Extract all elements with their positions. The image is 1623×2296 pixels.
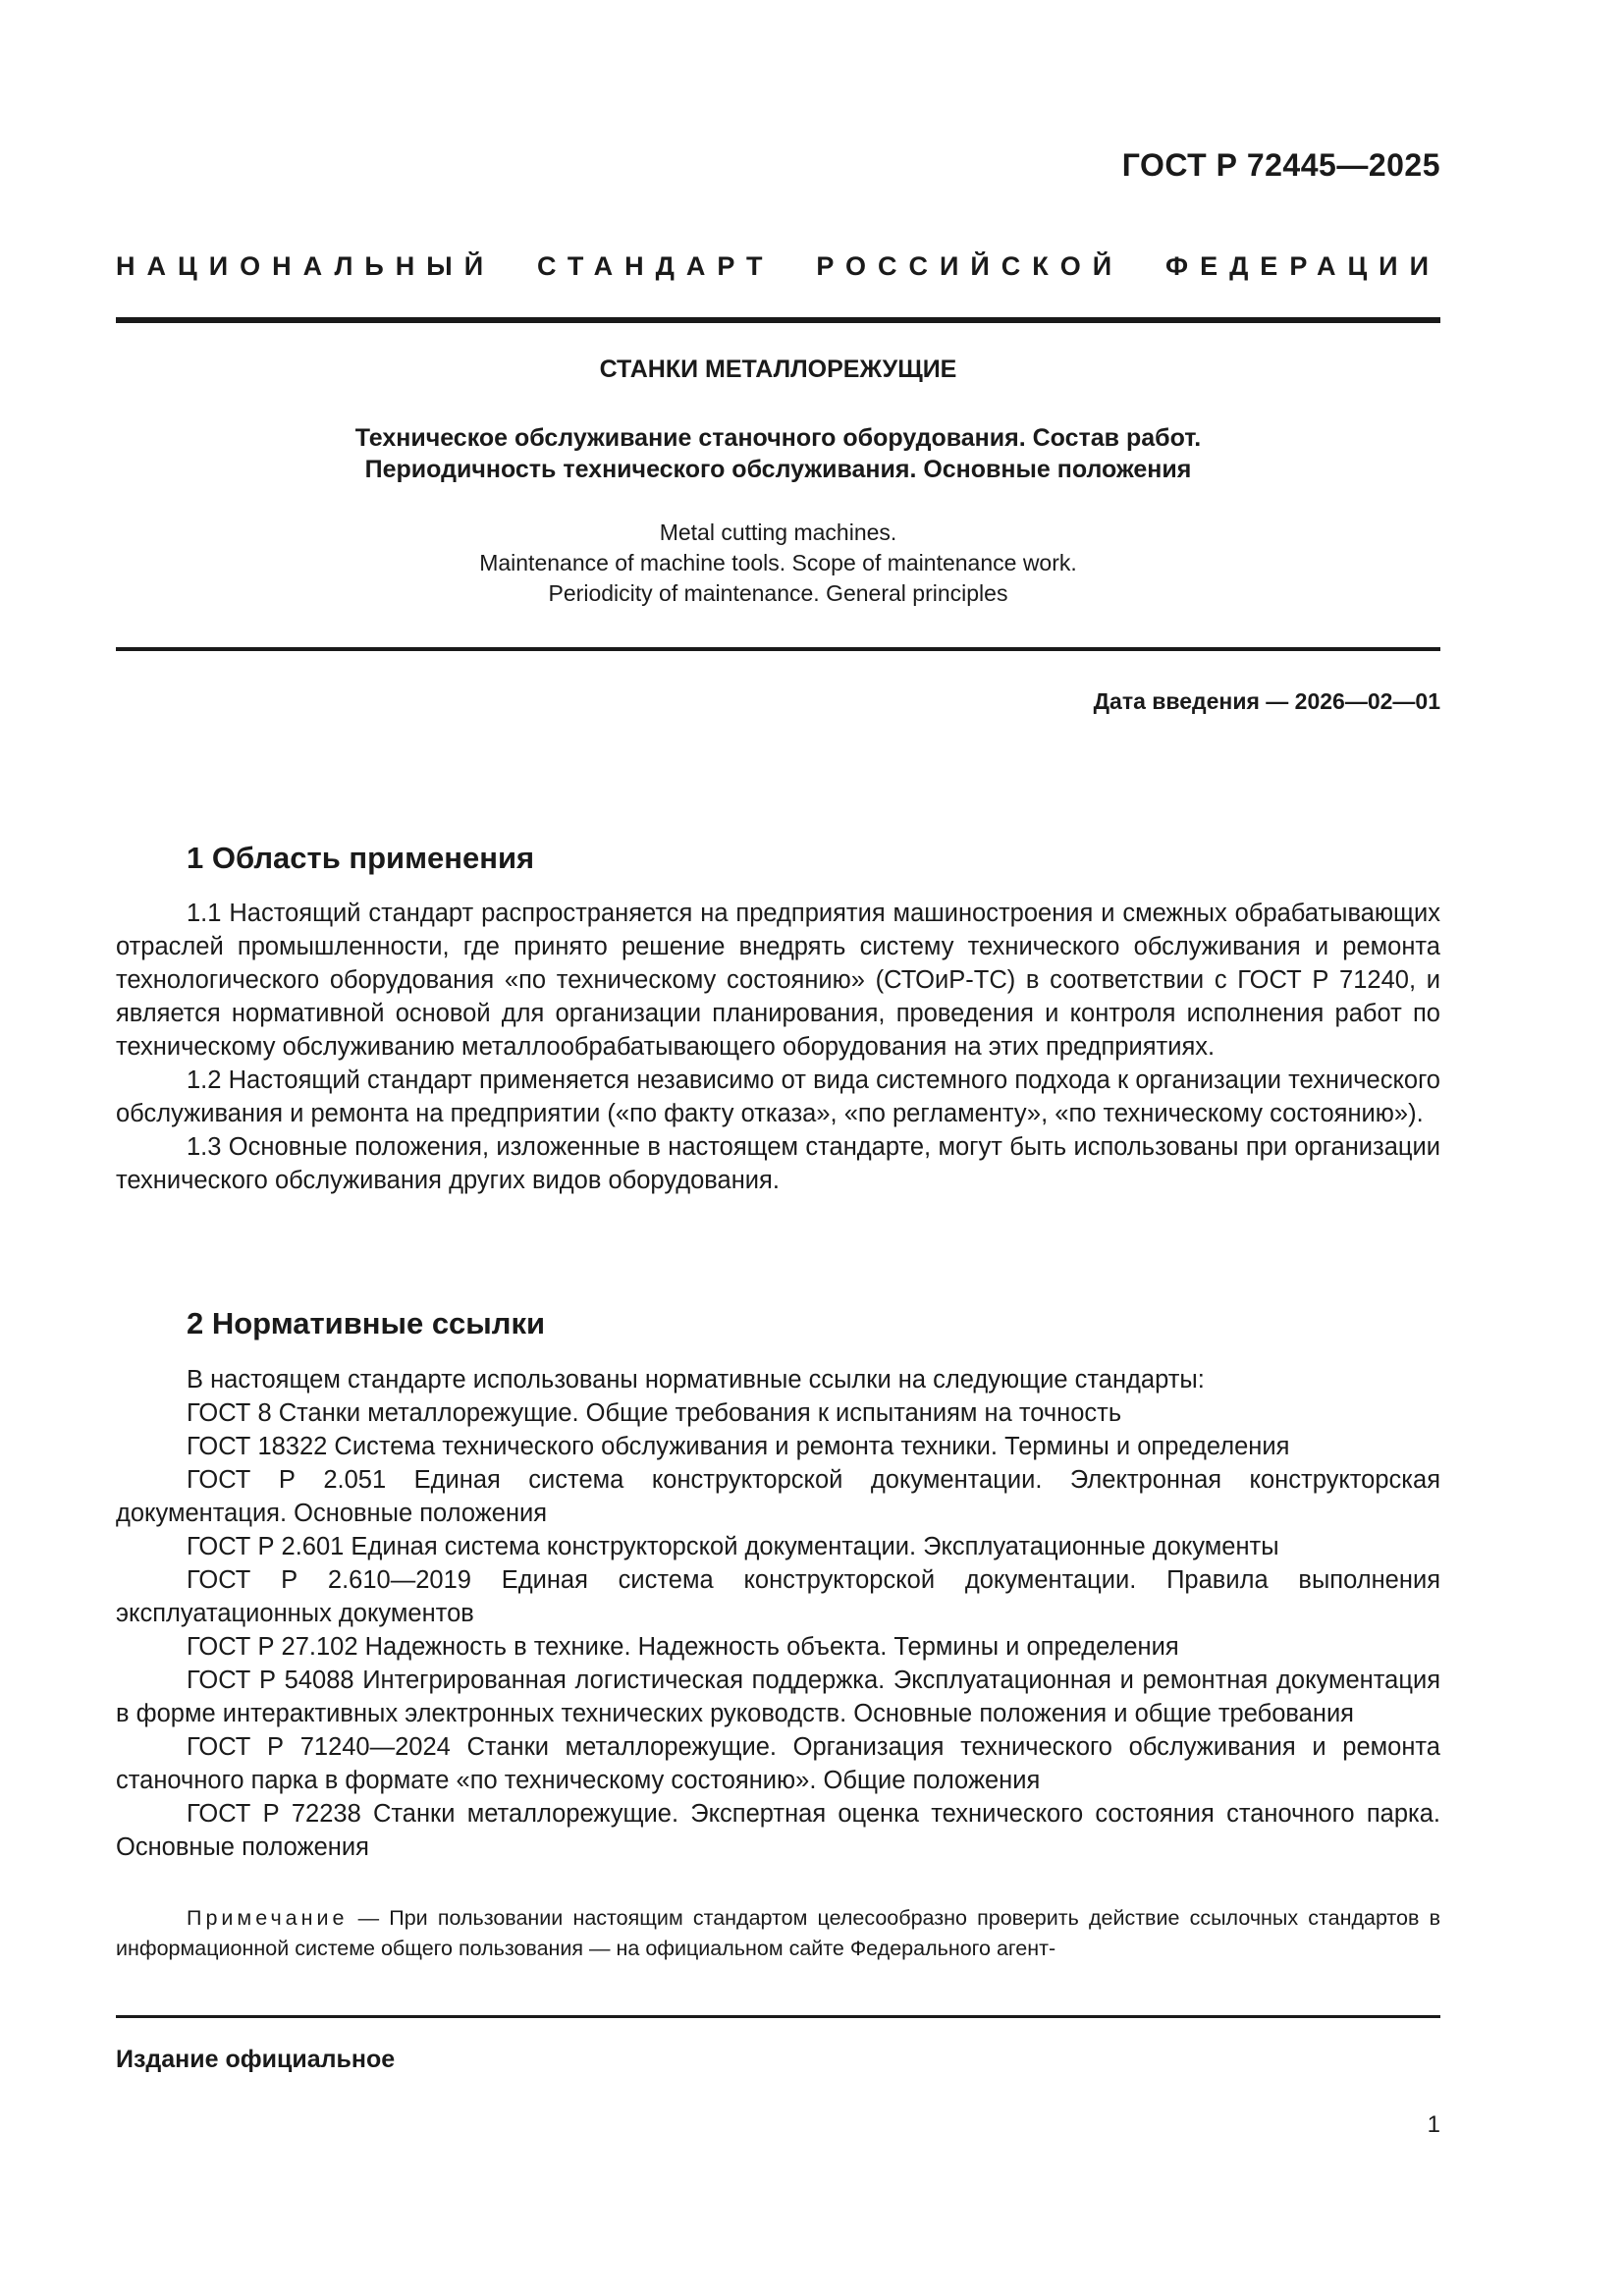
reference-item: ГОСТ Р 2.601 Единая система конструкторской документации. Эксплуатационные документы <box>187 1533 1279 1560</box>
title-divider <box>116 647 1440 651</box>
subtitle-line-1: Техническое обслуживание станочного оборудования. Состав работ. <box>354 424 1202 452</box>
footer-divider <box>116 2015 1440 2018</box>
section-2-body <box>116 1363 1440 1864</box>
subtitle-line-2: Периодичность технического обслуживания. Основные положения <box>364 456 1192 483</box>
official-edition-label: Издание официальное <box>116 2046 396 2073</box>
english-title-line-3: Periodicity of maintenance. General principles <box>548 580 1008 606</box>
english-title <box>116 518 1440 609</box>
standard-title: СТАНКИ МЕТАЛЛОРЕЖУЩИЕ <box>599 355 957 383</box>
reference-item: ГОСТ Р 54088 Интегрированная логистическая поддержка. Эксплуатационная и ремонтная документация в форме интерактивных электронных технических руководств. Основные положения и общие требования <box>116 1667 1440 1727</box>
reference-item: ГОСТ 8 Станки металлорежущие. Общие требования к испытаниям на точность <box>187 1399 1122 1427</box>
national-standard-banner: НАЦИОНАЛЬНЫЙ СТАНДАРТ РОССИЙСКОЙ ФЕДЕРАЦИИ <box>116 251 1440 281</box>
note-text: — При пользовании настоящим стандартом целесообразно проверить действие ссылочных стандартов в информационной системе общего пользования — на официальном сайте Федерального агент- <box>116 1906 1440 1960</box>
paragraph-1-3: 1.3 Основные положения, изложенные в настоящем стандарте, могут быть использованы при организации технического обслуживания других видов оборудования. <box>116 1133 1440 1194</box>
references-intro: В настоящем стандарте использованы нормативные ссылки на следующие стандарты: <box>187 1366 1205 1394</box>
note-paragraph <box>116 1903 1440 1964</box>
english-title-line-1: Metal cutting machines. <box>659 519 897 545</box>
note-label: Примечание <box>187 1906 349 1930</box>
note-block <box>116 1903 1440 1964</box>
reference-item: ГОСТ Р 27.102 Надежность в технике. Надежность объекта. Термины и определения <box>187 1633 1179 1661</box>
paragraph-1-1: 1.1 Настоящий стандарт распространяется на предприятия машиностроения и смежных обрабатывающих отраслей промышленности, где принято решение внедрять систему технического обслуживания и ремонта технологического оборудования «по техническому состоянию» (СТОиР-ТС) в соответствии с ГОСТ Р 71240, и является нормативной основой для организации планирования, проведения и контроля исполнения работ по техническому обслуживанию металлообрабатывающего оборудования на этих предприятиях. <box>116 900 1440 1061</box>
reference-item: ГОСТ Р 72238 Станки металлорежущие. Экспертная оценка технического состояния станочного парка. Основные положения <box>116 1800 1440 1861</box>
standard-subtitle <box>116 422 1440 485</box>
header-divider <box>116 317 1440 323</box>
paragraph-1-2: 1.2 Настоящий стандарт применяется независимо от вида системного подхода к организации технического обслуживания и ремонта на предприятии («по факту отказа», «по регламенту», «по техническому состоянию»). <box>116 1066 1440 1127</box>
reference-item: ГОСТ Р 71240—2024 Станки металлорежущие. Организация технического обслуживания и ремонта станочного парка в формате «по техническому состоянию». Общие положения <box>116 1733 1440 1794</box>
section-1-heading: 1 Область применения <box>187 841 535 875</box>
english-title-line-2: Maintenance of machine tools. Scope of maintenance work. <box>479 550 1077 575</box>
reference-item: ГОСТ Р 2.051 Единая система конструкторской документации. Электронная конструкторская документация. Основные положения <box>116 1466 1440 1527</box>
introduction-date: Дата введения — 2026—02—01 <box>1093 688 1440 714</box>
page-number: 1 <box>1427 2111 1440 2138</box>
section-1-body <box>116 897 1440 1197</box>
reference-item: ГОСТ Р 2.610—2019 Единая система конструкторской документации. Правила выполнения эксплуатационных документов <box>116 1566 1440 1627</box>
document-code: ГОСТ Р 72445—2025 <box>1121 147 1440 183</box>
section-2-heading: 2 Нормативные ссылки <box>187 1306 546 1340</box>
reference-item: ГОСТ 18322 Система технического обслуживания и ремонта техники. Термины и определения <box>187 1433 1290 1460</box>
